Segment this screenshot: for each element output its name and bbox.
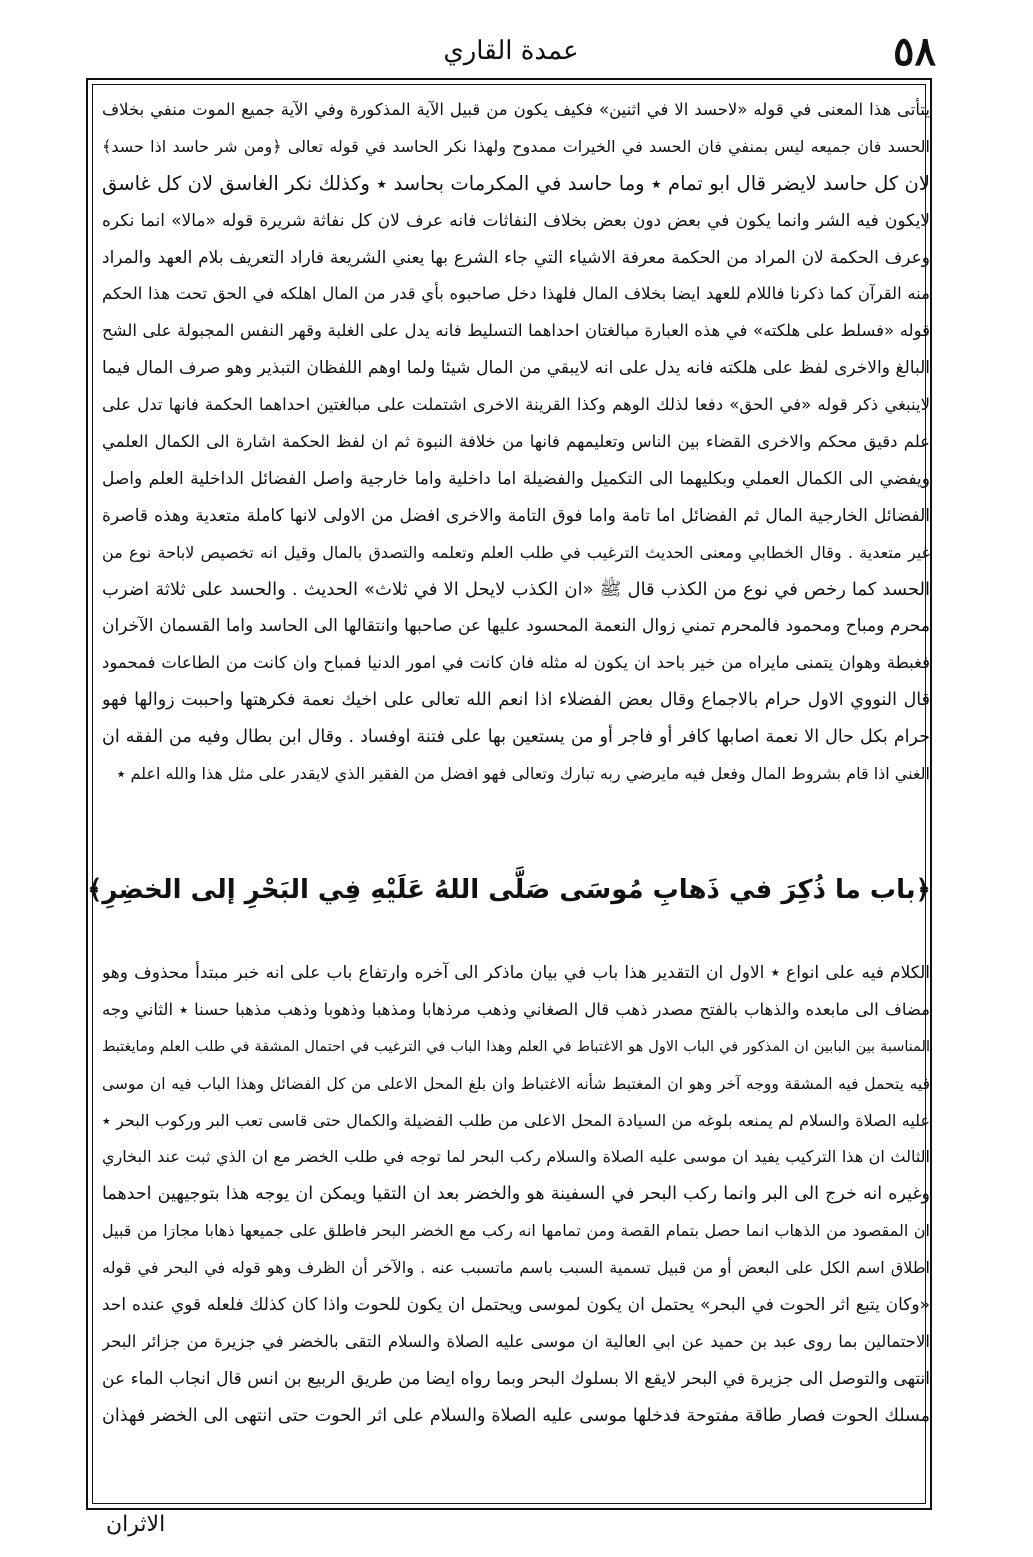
- text-line: الفضائل الخارجية المال ثم الفضائل اما تامة واما فوق التامة والاخرى افضل من الاولى لانها كاملة متعدية وهذه قاصرة: [102, 505, 930, 526]
- text-line: محرم ومباح ومحمود فالمحرم تمني زوال النعمة المحسود عليها عن صاحبها وانتقالها الى الحاسد واما القسمان الآخران: [102, 616, 930, 637]
- text-line: الحسد فان جميعه ليس بمنفي فان الحسد في الخيرات ممدوح ولهذا نكر الحاسد في قوله تعالى ﴿ومن شر حاسد اذا حسد﴾: [102, 136, 930, 156]
- text-line: البالغ والاخرى لفظ على هلكته فانه يدل على انه لايبقي من المال شيئا ولما اوهم اللفظان التبذير وهو صرف المال فيما: [102, 358, 930, 379]
- running-title: عمدة القاري: [443, 36, 579, 66]
- text-line: الاحتمالين بما روى عبد بن حميد عن ابي العالية ان موسى عليه الصلاة والسلام التقى بالخضر في جزيرة من جزائر البحر: [102, 1331, 930, 1351]
- text-line: الثالث ان هذا التركيب يفيد ان موسى عليه الصلاة والسلام ركب البحر لما توجه في طلب الخضر مع ان الذي ثبت عند البخاري: [102, 1147, 930, 1167]
- text-line: لاينبغي ذكر قوله «في الحق» دفعا لذلك الوهم وكذا القرينة الاخرى اشتملت على مبالغتين احداهما الحكمة فانها تدل على: [102, 395, 930, 415]
- text-line: انتهى والتوصل الى جزيرة في البحر لايقع الا بسلوك البحر وبما رواه ايضا من طريق الربيع بن انس قال انجاب الماء عن: [102, 1368, 930, 1389]
- text-line: علم دقيق محكم والاخرى القضاء بين الناس وتعليمهم فانها من خلافة النبوة ثم ان لفظ الحكمة اشارة الى الكمال العلمي: [102, 432, 930, 452]
- text-line: مسلك الحوت فصار طاقة مفتوحة فدخلها موسى عليه الصلاة والسلام على اثر الحوت حتى انتهى الى الخضر فهذان: [102, 1405, 930, 1426]
- text-line: اطلاق اسم الكل على البعض أو من قبيل تسمية السبب باسم ماتسبب عنه . والآخر أن الظرف وهو قوله في البحر في قوله: [102, 1258, 930, 1278]
- catchword: الاثران: [106, 1512, 166, 1537]
- text-line: يتأتى هذا المعنى في قوله «لاحسد الا في اثنين» فكيف يكون من قبيل الآية المذكورة وفي الآية جميع الموت منفي بخلاف: [102, 100, 930, 119]
- text-line: «وكان يتبع اثر الحوت في البحر» يحتمل ان يكون لموسى ويحتمل ان يكون للحوت واذا كان كذلك فلعله قوي عنده احد: [102, 1295, 930, 1316]
- commentary-section-one: [102, 92, 930, 793]
- text-line: الكلام فيه على انواع ٭ الاول ان التقدير هذا باب في بيان ماذكر الى آخره وارتفاع باب على انه خبر مبتدأ محذوف وهو: [102, 963, 930, 983]
- commentary-section-two: [102, 955, 930, 1435]
- text-line: قوله «فسلط على هلكته» في هذه العبارة مبالغتان احداهما التسليط فانه يدل على الغلبة وقهر النفس المجبولة على الشح: [102, 321, 930, 341]
- text-line: الحسد كما رخص في نوع من الكذب قال ﷺ «ان الكذب لايحل الا في ثلاث» الحديث . والحسد على ثلاثة اضرب: [102, 578, 930, 600]
- chapter-heading: ﴿باب ما ذُكِرَ في ذَهابِ مُوسَى صَلَّى اللهُ عَلَيْهِ فِي البَحْرِ إلى الخضِرِ﴾: [87, 875, 931, 905]
- text-line: وغيره انه خرج الى البر وانما ركب البحر في السفينة هو والخضر بعد ان التقيا ويمكن ان يوجه هذا بتوجيهين احدهما: [102, 1184, 930, 1205]
- text-line: لايكون فيه الشر وانما يكون في بعض دون بعض بخلاف النفاثات فانه عرف لان كل نفاثة شريرة قوله «مالا» انما نكره: [102, 210, 930, 231]
- text-line: مضاف الى مابعده والذهاب بالفتح مصدر ذهب قال الصغاني وذهب مرذهابا ومذهبا وذهوبا وذهب مذهبا حسنا ٭ الثاني وجه: [102, 999, 930, 1019]
- text-line: فيه يتحمل فيه المشقة ووجه آخر وهو ان المغتبط شأنه الاغتباط وان بلغ المحل الاعلى من كل الفضائل وهذا الباب فيه ان موسى: [102, 1074, 930, 1093]
- text-line: منه القرآن كما ذكرنا فاللام للعهد ايضا بخلاف المال فلهذا دخل صاحبوه بأي قدر من المال اهلكه في الحق تحت هذا الحكم: [102, 284, 930, 304]
- text-line: المناسبة بين البابين ان المذكور في الباب الاول هو الاغتباط في العلم وهذا الباب في الترغيب في احتمال المشقة في طلب العلم ومايغتبط: [102, 1038, 930, 1055]
- text-line: قال النووي الاول حرام بالاجماع وقال بعض الفضلاء اذا انعم الله تعالى على اخيك نعمة فكرهتها واحببت زوالها فهو: [102, 690, 930, 711]
- text-line: عليه الصلاة والسلام لم يمنعه بلوغه من السيادة المحل الاعلى من طلب الفضيلة والكمال حتى قاسى تعب البر وركوب البحر ٭: [102, 1110, 930, 1130]
- text-line: وعرف الحكمة لان المراد من الحكمة معرفة الاشياء التي جاء الشرع بها يعني الشريعة فاراد التعريف بلام العهد والمراد: [102, 247, 930, 268]
- text-line: ويفضي الى الكمال العملي وبكليهما الى التكميل والفضيلة اما داخلية واما خارجية واصل الفضائل الداخلية العلم واصل: [102, 468, 930, 489]
- text-line: حرام بكل حال الا نعمة اصابها كافر أو فاجر أو من يستعين بها على فتنة اوفساد . وقال ابن بطال وفيه من الفقه ان: [102, 727, 930, 748]
- text-line: ان المقصود من الذهاب انما حصل بتمام القصة ومن تمامها انه ركب مع الخضر البحر فاطلق على جميعها ذهابا مجازا من قبيل: [102, 1221, 930, 1241]
- page-number: ٥٨: [893, 28, 936, 75]
- text-line: لان كل حاسد لايضر قال ابو تمام ٭ وما حاسد في المكرمات بحاسد ٭ وكذلك نكر الغاسق لان كل غاسق: [102, 171, 930, 195]
- text-line: غير متعدية . وقال الخطابي ومعنى الحديث الترغيب في طلب العلم وتعلمه والتصدق بالمال وقيل انه تخصيص لاباحة نوع من: [102, 542, 930, 562]
- text-line: فغبطة وهوان يتمنى مايراه من خير باحد ان يكون له مثله فان كانت في امور الدنيا فمباح وان كانت من الطاعات فمحمود: [102, 653, 930, 673]
- text-line: الغني اذا قام بشروط المال وفعل فيه مايرضي ربه تبارك وتعالى فهو افضل من الفقير الذي لايقدر على مثل هذا والله اعلم ٭: [116, 764, 930, 784]
- page-header: [86, 22, 936, 82]
